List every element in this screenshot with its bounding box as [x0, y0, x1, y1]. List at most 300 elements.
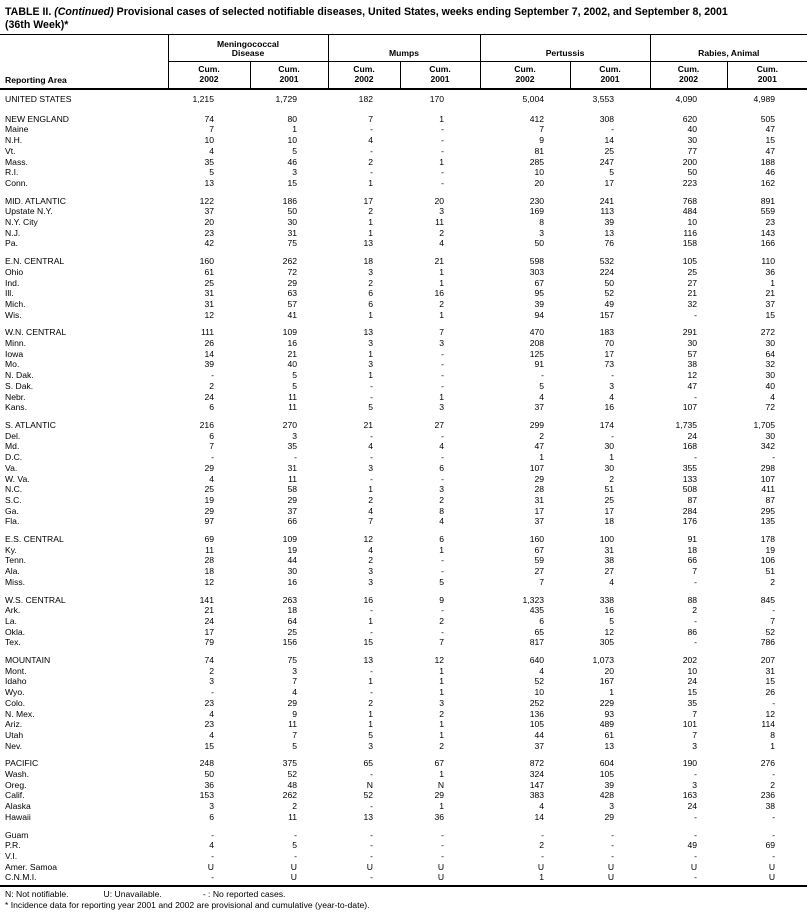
value-cell: 46 [287, 156, 298, 167]
value-cell: 16 [363, 594, 374, 605]
value-cell: - [694, 769, 698, 780]
value-cell: 21 [687, 288, 698, 299]
reporting-area-label: Nebr. [5, 391, 26, 402]
reporting-area-label: N.H. [5, 135, 23, 146]
value-cell: 9 [292, 708, 298, 719]
value-cell: 3 [209, 676, 214, 687]
value-cell: 70 [604, 338, 615, 349]
value-cell: 1 [770, 740, 776, 751]
value-cell: 74 [204, 655, 214, 666]
reporting-area-label: Va. [5, 462, 18, 473]
table-row-guam [0, 830, 807, 841]
value-cell: 252 [529, 697, 545, 708]
value-cell: 30 [287, 566, 298, 577]
value-cell: 169 [529, 206, 545, 217]
value-cell: 116 [683, 227, 698, 238]
value-cell: 11 [288, 811, 298, 822]
table-row-pacific [0, 758, 807, 769]
value-cell: 484 [682, 206, 698, 217]
value-cell: 223 [682, 177, 698, 188]
value-cell: 14 [604, 135, 615, 146]
value-cell: 4 [368, 135, 374, 146]
value-cell: 3 [692, 740, 698, 751]
value-cell: 37 [204, 206, 214, 217]
section-gap [0, 189, 807, 196]
section-gap [0, 527, 807, 534]
value-cell: 7 [209, 441, 214, 452]
value-cell: 52 [287, 769, 298, 780]
value-cell: 248 [199, 758, 214, 769]
value-cell: 24 [204, 391, 214, 402]
table-row-kans [0, 402, 807, 413]
value-cell: 67 [534, 277, 545, 288]
value-cell: 3 [292, 665, 298, 676]
value-cell: 42 [204, 238, 214, 249]
table-row-united-states [0, 89, 807, 105]
reporting-area-label: N.Y. City [5, 217, 38, 228]
reporting-area-label: Nev. [5, 740, 23, 751]
value-cell: 3 [439, 697, 445, 708]
value-cell: 107 [760, 473, 776, 484]
value-cell: 412 [529, 113, 545, 124]
value-cell: - [541, 851, 545, 861]
value-cell: 20 [204, 217, 214, 228]
table-row-nebr [0, 392, 807, 403]
value-cell: 3 [368, 740, 374, 751]
value-cell: 107 [529, 462, 545, 473]
value-cell: 1 [368, 719, 374, 730]
value-cell: 15 [687, 687, 698, 698]
value-cell: 229 [599, 697, 615, 708]
value-cell: 29 [287, 697, 298, 708]
value-cell: 32 [765, 359, 776, 370]
table-row-md [0, 441, 807, 452]
value-cell: 17 [534, 505, 545, 516]
value-cell: 157 [599, 309, 615, 320]
value-cell: 2 [368, 156, 374, 167]
reporting-area-label: Colo. [5, 697, 26, 708]
section-gap [0, 413, 807, 420]
value-cell: 40 [287, 359, 298, 370]
value-cell: 77 [687, 145, 698, 156]
value-cell: 411 [761, 484, 776, 495]
value-cell: 23 [765, 217, 776, 228]
value-cell: 170 [429, 94, 445, 104]
value-cell: 12 [363, 534, 374, 545]
reporting-area-label: Hawaii [5, 811, 31, 822]
value-cell: 52 [765, 626, 776, 637]
value-cell: 4 [209, 708, 214, 719]
value-cell: 1 [439, 801, 445, 812]
reporting-area-label: Ohio [5, 266, 24, 277]
table-row-s-dak [0, 381, 807, 392]
value-cell: - [441, 145, 445, 156]
value-cell: 24 [687, 676, 698, 687]
table-row-ariz [0, 719, 807, 730]
value-cell: - [611, 430, 615, 441]
value-cell: - [370, 145, 374, 156]
value-cell: 47 [687, 380, 698, 391]
value-cell: 39 [534, 298, 545, 309]
value-cell: 2 [770, 779, 776, 790]
reporting-area-label: Maine [5, 124, 29, 135]
value-cell: 6 [368, 288, 374, 299]
value-cell: - [772, 769, 776, 780]
value-cell: 17 [604, 177, 615, 188]
value-cell: 14 [204, 348, 214, 359]
reporting-area-label: La. [5, 615, 17, 626]
value-cell: - [294, 851, 298, 861]
legend-not-notifiable: N: Not notifiable. [5, 889, 69, 900]
reporting-area-label: S. Dak. [5, 380, 34, 391]
value-cell: 5 [368, 402, 374, 413]
value-cell: - [370, 851, 374, 861]
value-cell: 105 [529, 719, 545, 730]
value-cell: 7 [692, 566, 698, 577]
value-cell: 3 [368, 462, 374, 473]
value-cell: 1 [439, 769, 445, 780]
value-cell: 18 [287, 605, 298, 616]
value-cell: 21 [765, 288, 776, 299]
value-cell: 11 [205, 544, 214, 555]
table-row-mont [0, 666, 807, 677]
value-cell: - [694, 637, 698, 648]
value-cell: 9 [539, 135, 545, 146]
value-cell: 3 [692, 779, 698, 790]
value-cell: 63 [287, 288, 298, 299]
reporting-area-label: Miss. [5, 576, 26, 587]
column-header-cum-2002: Cum. 2002 [480, 62, 570, 90]
reporting-area-label: Md. [5, 441, 20, 452]
reporting-area-label: Ky. [5, 544, 17, 555]
reporting-area-label: Upstate N.Y. [5, 206, 53, 217]
value-cell: 15 [287, 177, 298, 188]
value-cell: 4 [539, 801, 545, 812]
value-cell: 25 [687, 266, 698, 277]
reporting-area-label: Conn. [5, 177, 28, 188]
value-cell: 18 [604, 516, 615, 527]
value-cell: 174 [599, 419, 615, 430]
reporting-area-label: Wyo. [5, 687, 25, 698]
value-cell: 428 [599, 790, 615, 801]
value-cell: U [437, 861, 445, 872]
value-cell: 18 [687, 544, 698, 555]
value-cell: 106 [760, 555, 776, 566]
value-cell: 10 [534, 687, 545, 698]
value-cell: 23 [204, 697, 214, 708]
value-cell: 36 [434, 811, 445, 822]
value-cell: 5 [368, 729, 374, 740]
value-cell: - [772, 697, 776, 708]
value-cell: - [370, 665, 374, 676]
value-cell: U [366, 861, 374, 872]
value-cell: 93 [604, 708, 615, 719]
value-cell: 15 [765, 135, 776, 146]
table-row-n-mex [0, 709, 807, 720]
reporting-area-label: N.C. [5, 484, 23, 495]
value-cell: - [441, 566, 445, 577]
table-row-ind [0, 278, 807, 289]
value-cell: 272 [760, 327, 776, 338]
reporting-area-label: Ariz. [5, 719, 23, 730]
value-cell: 3 [368, 566, 374, 577]
value-cell: 160 [529, 534, 545, 545]
value-cell: 80 [287, 113, 298, 124]
value-cell: - [211, 872, 214, 883]
value-cell: 1 [368, 708, 374, 719]
table-row-n-h [0, 135, 807, 146]
value-cell: 4 [292, 687, 298, 698]
value-cell: 122 [199, 195, 214, 206]
value-cell: 59 [534, 555, 545, 566]
reporting-area-label: Ga. [5, 505, 19, 516]
reporting-area-label: Mont. [5, 665, 27, 676]
value-cell: 50 [534, 238, 545, 249]
value-cell: 7 [292, 676, 298, 687]
value-cell: 5 [439, 576, 445, 587]
value-cell: 3 [292, 167, 298, 178]
table-row-iowa [0, 349, 807, 360]
value-cell: 3 [209, 801, 214, 812]
reporting-area-label: R.I. [5, 167, 19, 178]
value-cell: 5 [292, 380, 298, 391]
value-cell: 1 [368, 177, 374, 188]
value-cell: 67 [434, 758, 445, 769]
value-cell: U [768, 861, 776, 872]
value-cell: 11 [288, 402, 298, 413]
value-cell: 5 [292, 370, 298, 381]
value-cell: 72 [287, 266, 298, 277]
value-cell: 236 [760, 790, 776, 801]
value-cell: 2 [292, 801, 298, 812]
value-cell: 65 [534, 626, 545, 637]
value-cell: 1 [368, 217, 374, 228]
value-cell: 3 [368, 359, 374, 370]
reporting-area-label: D.C. [5, 452, 23, 463]
table-row-tenn [0, 555, 807, 566]
value-cell: 247 [599, 156, 615, 167]
value-cell: 31 [204, 288, 214, 299]
value-cell: 216 [199, 419, 214, 430]
value-cell: 36 [765, 266, 776, 277]
value-cell: 28 [534, 484, 545, 495]
value-cell: 64 [287, 615, 298, 626]
value-cell: - [611, 829, 615, 840]
table-row-vt [0, 146, 807, 157]
reporting-area-label: W.S. CENTRAL [5, 594, 66, 605]
value-cell: 1 [439, 729, 445, 740]
value-cell: 52 [604, 288, 615, 299]
value-cell: 11 [288, 391, 298, 402]
section-gap [0, 105, 807, 114]
value-cell: 37 [287, 505, 298, 516]
value-cell: 58 [287, 484, 298, 495]
value-cell: 44 [534, 729, 545, 740]
value-cell: - [611, 370, 615, 381]
value-cell: 38 [765, 801, 776, 812]
value-cell: 30 [604, 462, 615, 473]
value-cell: 66 [287, 516, 298, 527]
value-cell: 91 [534, 359, 545, 370]
value-cell: 50 [687, 167, 698, 178]
value-cell: 1 [439, 544, 445, 555]
value-cell: 190 [682, 758, 698, 769]
value-cell: 2 [368, 494, 374, 505]
table-row-s-c [0, 495, 807, 506]
table-row-la [0, 616, 807, 627]
value-cell: - [694, 615, 698, 626]
value-cell: 4 [209, 729, 214, 740]
value-cell: 19 [765, 544, 776, 555]
value-cell: 11 [288, 473, 298, 484]
reporting-area-label: W. Va. [5, 473, 30, 484]
value-cell: 324 [529, 769, 545, 780]
value-cell: 17 [363, 195, 374, 206]
table-row-oreg [0, 780, 807, 791]
value-cell: 107 [682, 402, 698, 413]
reporting-area-label: E.S. CENTRAL [5, 534, 64, 545]
value-cell: 156 [282, 637, 298, 648]
table-row-r-i [0, 167, 807, 178]
value-cell: - [441, 851, 445, 861]
value-cell: - [694, 452, 698, 463]
reporting-area-label: Wash. [5, 769, 30, 780]
value-cell: 4 [209, 145, 214, 156]
value-cell: - [370, 687, 374, 698]
table-row-miss [0, 577, 807, 588]
value-cell: 39 [204, 359, 214, 370]
value-cell: 1 [368, 676, 374, 687]
reporting-area-label: C.N.M.I. [5, 872, 37, 883]
value-cell: 13 [363, 811, 374, 822]
table-row-w-s-central [0, 595, 807, 606]
value-cell: 207 [760, 655, 776, 666]
value-cell: 1,073 [592, 655, 615, 666]
value-cell: U [207, 861, 214, 872]
value-cell: 3,553 [592, 94, 615, 104]
value-cell: 21 [363, 419, 374, 430]
value-cell: 135 [760, 516, 776, 527]
column-header-cum-2001: Cum. 2001 [727, 62, 807, 90]
table-row-ill [0, 288, 807, 299]
reporting-area-label: Minn. [5, 338, 27, 349]
value-cell: - [441, 135, 445, 146]
value-cell: 4 [539, 391, 545, 402]
value-cell: 38 [604, 555, 615, 566]
value-cell: 47 [765, 124, 776, 135]
column-header-cum-2001: Cum. 2001 [400, 62, 480, 90]
value-cell: - [694, 851, 698, 861]
value-cell: 6 [439, 534, 445, 545]
table-row-mountain [0, 655, 807, 666]
value-cell: - [441, 359, 445, 370]
value-cell: 12 [765, 708, 776, 719]
value-cell: 15 [204, 740, 214, 751]
value-cell: 3 [368, 266, 374, 277]
table-row-conn [0, 178, 807, 189]
value-cell: 158 [682, 238, 698, 249]
value-cell: - [441, 452, 445, 463]
value-cell: 13 [604, 740, 615, 751]
legend-no-reported-cases: - : No reported cases. [202, 889, 286, 900]
value-cell: 505 [760, 113, 776, 124]
value-cell: 29 [287, 277, 298, 288]
value-cell: 7 [692, 729, 698, 740]
value-cell: 31 [765, 665, 776, 676]
value-cell: 35 [204, 156, 214, 167]
value-cell: 72 [765, 402, 776, 413]
value-cell: 2 [692, 605, 698, 616]
reporting-area-label: Utah [5, 729, 24, 740]
table-row-n-j [0, 228, 807, 239]
title-suffix: Provisional cases of selected notifiable diseases, United States, weeks ending September 7, 2002, and September 8, 2001 [113, 6, 728, 18]
value-cell: 31 [604, 544, 615, 555]
value-cell: 470 [529, 327, 545, 338]
value-cell: 768 [682, 195, 698, 206]
column-header-cum-2001: Cum. 2001 [570, 62, 650, 90]
value-cell: 66 [687, 555, 698, 566]
value-cell: 3 [539, 227, 545, 238]
value-cell: 4,989 [753, 94, 776, 104]
table-row-n-y-city [0, 217, 807, 228]
section-gap [0, 249, 807, 256]
value-cell: 1 [439, 277, 445, 288]
value-cell: 1 [368, 309, 374, 320]
value-cell: 21 [204, 605, 214, 616]
value-cell: 15 [765, 309, 776, 320]
value-cell: 11 [435, 217, 445, 228]
value-cell: 101 [682, 719, 698, 730]
value-cell: 1 [439, 665, 445, 676]
table-row-w-va [0, 474, 807, 485]
table-row-colo [0, 698, 807, 709]
value-cell: 29 [434, 790, 445, 801]
value-cell: 47 [534, 441, 545, 452]
value-cell: 75 [287, 655, 298, 666]
title-line1 [5, 6, 728, 18]
value-cell: - [370, 626, 374, 637]
value-cell: 5 [292, 740, 298, 751]
reporting-area-label: Del. [5, 430, 21, 441]
value-cell: - [441, 348, 445, 359]
section-gap [0, 823, 807, 830]
reporting-area-label: Kans. [5, 402, 27, 413]
value-cell: 2 [439, 227, 445, 238]
table-header [0, 35, 807, 90]
table-row-s-atlantic [0, 420, 807, 431]
value-cell: 5 [292, 145, 298, 156]
value-cell: 73 [604, 359, 615, 370]
value-cell: 105 [682, 256, 698, 267]
value-cell: - [694, 576, 698, 587]
reporting-area-label: PACIFIC [5, 758, 39, 769]
reporting-area-label: Vt. [5, 145, 16, 156]
value-cell: 24 [687, 430, 698, 441]
value-cell: 1 [368, 615, 374, 626]
reporting-area-label: P.R. [5, 840, 21, 851]
value-cell: 30 [287, 217, 298, 228]
value-cell: 1 [439, 266, 445, 277]
table-row-va [0, 463, 807, 474]
value-cell: 49 [687, 840, 698, 851]
value-cell: 7 [692, 708, 698, 719]
value-cell: 2 [539, 840, 545, 851]
value-cell: 3 [609, 380, 615, 391]
value-cell: 5 [539, 380, 545, 391]
value-cell: 65 [363, 758, 374, 769]
table-row-tex [0, 637, 807, 648]
value-cell: 67 [534, 544, 545, 555]
